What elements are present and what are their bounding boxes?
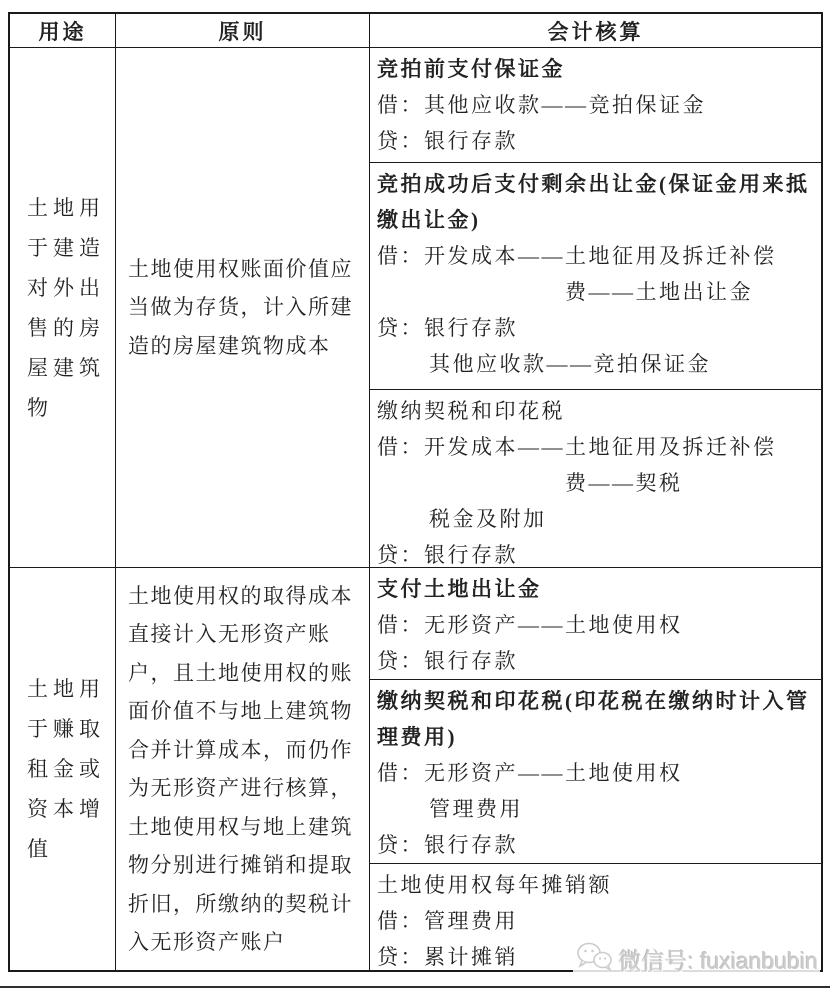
principle-line: 合并计算成本，而仍作 — [128, 737, 353, 762]
principle-line: 入无形资产账户 — [128, 930, 286, 954]
usage-line: 于赚取 — [27, 717, 105, 741]
entry-debit-line: 借：无形资产——土地使用权 — [377, 761, 683, 785]
entry-debit-line: 借：其他应收款——竞拍保证金 — [377, 93, 706, 117]
usage-line: 屋建筑 — [27, 355, 105, 380]
watermark — [573, 942, 820, 976]
principle-cell-row2 — [116, 568, 370, 970]
usage-line: 于建造 — [27, 235, 105, 260]
principle-line: 面价值不与地上建筑物 — [128, 699, 353, 723]
entry-debit-line: 费——土地出让金 — [565, 280, 753, 304]
usage-cell-row1 — [10, 48, 116, 568]
entry-block-remaining-payment — [370, 163, 821, 390]
principle-cell-row1 — [116, 48, 370, 568]
principle-line: 当做为存货，计入所建 — [128, 295, 353, 320]
bottom-divider — [0, 986, 830, 988]
header-principle — [116, 14, 370, 48]
entry-debit-line: 借：无形资产——土地使用权 — [377, 613, 683, 637]
entry-title: 竞拍成功后支付剩余出让金(保证金用来抵 — [377, 172, 810, 196]
principle-line: 户，且土地使用权的账 — [128, 660, 353, 685]
accounting-cell-row1 — [370, 48, 821, 568]
entry-credit-line: 贷：银行存款 — [377, 129, 518, 153]
entry-title: 理费用) — [377, 725, 457, 749]
entry-debit-line: 借：开发成本——土地征用及拆迁补偿 — [377, 435, 777, 459]
entry-credit-line: 贷：银行存款 — [377, 316, 518, 340]
usage-cell-row2 — [10, 568, 116, 970]
entry-credit-line: 其他应收款——竞拍保证金 — [429, 352, 711, 376]
usage-line: 对外出 — [27, 275, 105, 300]
principle-line: 直接计入无形资产账 — [128, 622, 331, 646]
watermark-label: 微信号: fuxianbubin — [618, 947, 818, 974]
usage-line: 租金或 — [27, 757, 105, 781]
usage-line: 售的房 — [27, 315, 105, 340]
entry-debit-line: 税金及附加 — [429, 507, 547, 531]
principle-line: 物分别进行摊销和提取 — [128, 853, 353, 877]
accounting-table — [8, 12, 823, 972]
entry-title: 缴纳契税和印花税(印花税在缴纳时计入管 — [377, 689, 810, 713]
wechat-icon — [575, 941, 613, 977]
usage-line: 资本增 — [27, 797, 105, 821]
entry-block-deposit — [370, 48, 821, 163]
principle-line: 折旧，所缴纳的契税计 — [128, 891, 353, 916]
header-usage — [10, 14, 116, 48]
principle-line: 土地使用权与地上建筑 — [128, 814, 353, 839]
entry-debit-line: 借：管理费用 — [377, 909, 518, 933]
usage-line: 土地用 — [27, 677, 105, 701]
entry-credit-line: 贷：累计摊销 — [377, 945, 518, 969]
entry-credit-line: 贷：银行存款 — [377, 543, 518, 567]
principle-line: 土地使用权账面价值应 — [128, 256, 353, 281]
principle-line: 土地使用权的取得成本 — [128, 583, 353, 608]
entry-title: 缴出让金) — [377, 208, 481, 232]
header-accounting — [370, 14, 821, 48]
principle-line: 为无形资产进行核算， — [128, 776, 353, 800]
entry-debit-line: 管理费用 — [429, 797, 523, 821]
header-principle-label: 原则 — [218, 19, 267, 44]
usage-line: 值 — [27, 837, 53, 861]
usage-line: 土地用 — [27, 195, 105, 220]
entry-credit-line: 贷：银行存款 — [377, 649, 518, 673]
header-accounting-label: 会计核算 — [547, 19, 644, 44]
accounting-cell-row2 — [370, 568, 821, 970]
entry-block-deed-stamp-tax — [370, 680, 821, 864]
header-usage-label: 用途 — [38, 19, 87, 44]
usage-line: 物 — [27, 395, 53, 420]
entry-block-deed-tax — [370, 390, 821, 567]
entry-title: 土地使用权每年摊销额 — [377, 873, 612, 897]
entry-block-transfer-fee — [370, 568, 821, 680]
principle-line: 造的房屋建筑物成本 — [128, 333, 331, 358]
entry-title: 支付土地出让金 — [377, 577, 542, 601]
entry-title: 竞拍前支付保证金 — [377, 57, 565, 81]
entry-debit-line: 借：开发成本——土地征用及拆迁补偿 — [377, 244, 777, 268]
entry-credit-line: 贷：银行存款 — [377, 833, 518, 857]
entry-debit-line: 费——契税 — [565, 471, 683, 495]
entry-title: 缴纳契税和印花税 — [377, 399, 565, 423]
